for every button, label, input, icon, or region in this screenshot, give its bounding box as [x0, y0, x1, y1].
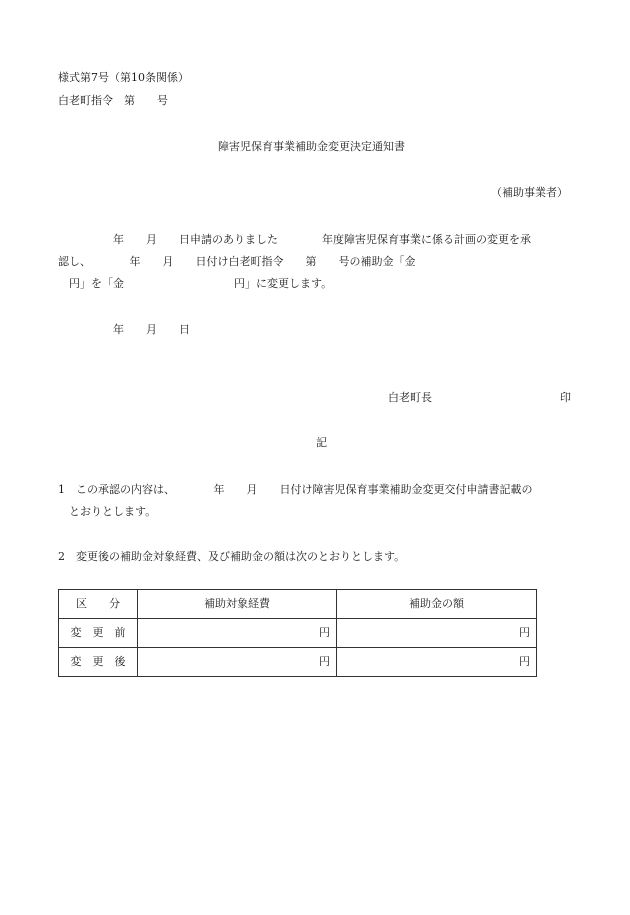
- amounts-table: [58, 589, 537, 677]
- seal-mark: 印: [560, 391, 571, 404]
- issuer-name: 白老町長: [388, 391, 432, 404]
- row-label-after: 変 更 後: [59, 648, 138, 677]
- header-amount: 補助金の額: [337, 590, 537, 619]
- body-line-3: 円」を「金 円」に変更します。: [58, 277, 333, 290]
- item-1-line-1: 1 この承認の内容は、 年 月 日付け障害児保育事業補助金変更交付申請書記載の: [58, 483, 533, 496]
- ki-heading: 記: [316, 436, 327, 449]
- table-row: [59, 648, 537, 677]
- table-row: [59, 619, 537, 648]
- row-label-before: 変 更 前: [59, 619, 138, 648]
- row-expense-after: 円: [138, 648, 337, 677]
- body-line-1: 年 月 日申請のありました 年度障害児保育事業に係る計画の変更を承: [58, 233, 531, 246]
- document-title: 障害児保育事業補助金変更決定通知書: [218, 140, 405, 153]
- item-2: 2 変更後の補助金対象経費、及び補助金の額は次のとおりとします。: [58, 550, 406, 563]
- body-line-2: 認し、 年 月 日付け白老町指令 第 号の補助金「金: [58, 255, 416, 268]
- form-number: 様式第7号（第10条関係）: [58, 71, 189, 84]
- row-amount-before: 円: [337, 619, 537, 648]
- header-category: 区 分: [59, 590, 138, 619]
- item-1-line-2: とおりとします。: [58, 505, 157, 518]
- header-expense: 補助対象経費: [138, 590, 337, 619]
- row-amount-after: 円: [337, 648, 537, 677]
- reference-number: 白老町指令 第 号: [58, 94, 168, 107]
- table-header-row: [59, 590, 537, 619]
- date-line: 年 月 日: [58, 323, 190, 336]
- row-expense-before: 円: [138, 619, 337, 648]
- recipient-label: （補助事業者）: [491, 186, 568, 199]
